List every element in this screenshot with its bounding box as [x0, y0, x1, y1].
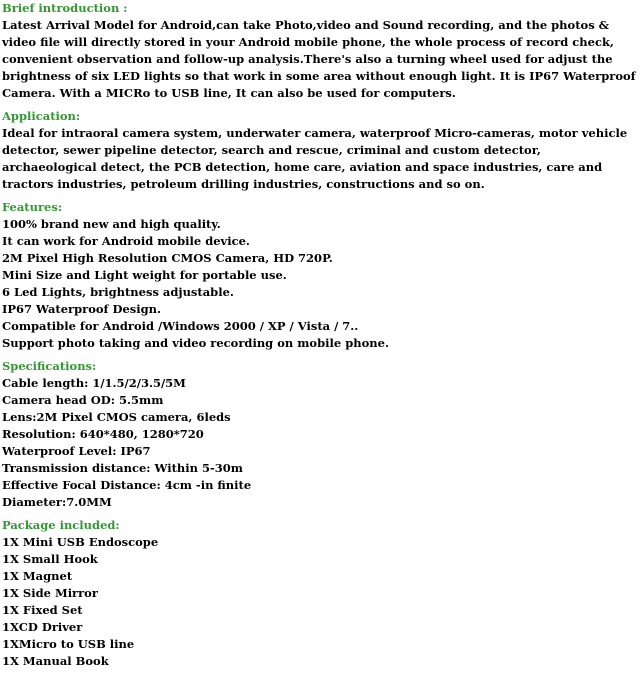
specification-item: Transmission distance: Within 5-30m — [2, 461, 243, 475]
specification-item: Camera head OD: 5.5mm — [2, 393, 164, 407]
specifications-heading: Specifications: — [2, 359, 97, 373]
specification-item: Waterproof Level: IP67 — [2, 444, 151, 458]
brief-introduction-heading: Brief introduction : — [2, 1, 128, 15]
package-section — [2, 517, 639, 670]
specifications-section — [2, 358, 639, 511]
feature-item: Compatible for Android /Windows 2000 / XP / Vista / 7.. — [2, 319, 359, 333]
brief-introduction-section — [2, 0, 639, 102]
feature-item: Support photo taking and video recording on mobile phone. — [2, 336, 389, 350]
feature-item: 100% brand new and high quality. — [2, 217, 221, 231]
specification-item: Diameter:7.0MM — [2, 495, 112, 509]
package-item: 1X Manual Book — [2, 654, 109, 668]
application-heading: Application: — [2, 109, 81, 123]
package-item: 1X Side Mirror — [2, 586, 98, 600]
package-heading: Package included: — [2, 518, 120, 532]
specification-item: Cable length: 1/1.5/2/3.5/5M — [2, 376, 186, 390]
package-item: 1XCD Driver — [2, 620, 83, 634]
package-item: 1X Mini USB Endoscope — [2, 535, 159, 549]
feature-item: Mini Size and Light weight for portable use. — [2, 268, 287, 282]
feature-item: IP67 Waterproof Design. — [2, 302, 162, 316]
application-text: Ideal for intraoral camera system, underwater camera, waterproof Micro-cameras, motor vehicle detector, sewer pipeline detector, search and rescue, criminal and custom detector, archaeological detect, the PCB detection, home care, aviation and space industries, care and tractors industries, petroleum drilling industries, constructions and so on. — [2, 126, 628, 191]
feature-item: It can work for Android mobile device. — [2, 234, 250, 248]
feature-item: 6 Led Lights, brightness adjustable. — [2, 285, 234, 299]
features-section — [2, 199, 639, 352]
package-item: 1X Small Hook — [2, 552, 98, 566]
application-section — [2, 108, 639, 193]
specification-item: Effective Focal Distance: 4cm -in finite — [2, 478, 252, 492]
brief-introduction-text: Latest Arrival Model for Android,can take Photo,video and Sound recording, and the photos & video file will directly stored in your Android mobile phone, the whole process of record check, convenient observation and follow-up analysis.There's also a turning wheel used for adjust the brightness of six LED lights so that work in some area without enough light. It is IP67 Waterproof Camera. With a MICRo to USB line, It can also be used for computers. — [2, 18, 636, 100]
specification-item: Lens:2M Pixel CMOS camera, 6leds — [2, 410, 231, 424]
specification-item: Resolution: 640*480, 1280*720 — [2, 427, 204, 441]
package-item: 1X Fixed Set — [2, 603, 83, 617]
package-item: 1X Magnet — [2, 569, 73, 583]
feature-item: 2M Pixel High Resolution CMOS Camera, HD 720P. — [2, 251, 333, 265]
features-heading: Features: — [2, 200, 63, 214]
package-item: 1XMicro to USB line — [2, 637, 135, 651]
